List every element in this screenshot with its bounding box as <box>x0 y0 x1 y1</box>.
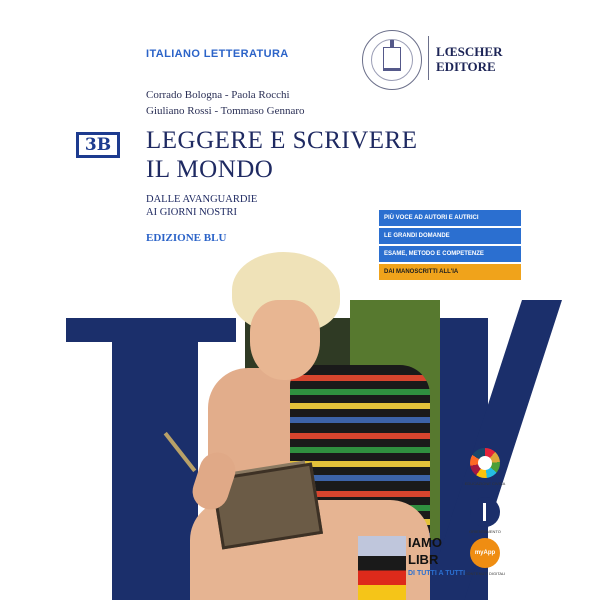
orientation-label: ORIENTAMENTO <box>469 529 501 534</box>
seal-tower <box>383 47 401 71</box>
subtitle-line-2: AI GIORNI NOSTRI <box>146 207 237 218</box>
flag-uk <box>358 536 406 556</box>
edition-label: EDIZIONE BLU <box>146 232 227 244</box>
feature-item: LE GRANDI DOMANDE <box>379 228 521 244</box>
book-title <box>146 126 418 184</box>
sdg-wheel-icon <box>470 448 500 478</box>
authors-line-1: Corrado Bologna - Paola Rocchi <box>146 89 290 101</box>
book-subtitle <box>146 193 257 219</box>
feature-item-highlight: DAI MANOSCRITTI ALL'IA <box>379 264 521 280</box>
volume-badge: 3B <box>76 132 120 158</box>
publisher-line-2: EDITORE <box>436 59 496 74</box>
title-line-2: IL MONDO <box>146 156 274 183</box>
language-banner-line-1: IAMO <box>408 535 442 550</box>
title-line-1: LEGGERE E SCRIVERE <box>146 127 418 154</box>
authors <box>146 87 305 119</box>
feature-item: PIÙ VOCE AD AUTORI E AUTRICI <box>379 210 521 226</box>
digital-brand: myApp <box>474 550 496 556</box>
publisher-name <box>436 44 502 74</box>
photo-face <box>250 300 320 380</box>
flag-de <box>358 556 406 600</box>
loescher-seal-icon <box>362 30 422 90</box>
language-banner-line-2: LIBR <box>408 552 439 567</box>
orientation-icon <box>470 497 500 527</box>
digital-label: CONTENUTI DIGITALI <box>464 571 506 576</box>
language-banner-line-3: DI TUTTI A TUTTI <box>408 570 466 577</box>
flags-icon <box>358 536 406 600</box>
sdg-label: EDUCAZIONE CIVICA <box>464 481 506 486</box>
series-label: ITALIANO LETTERATURA <box>146 48 289 60</box>
publisher-divider <box>428 36 429 80</box>
authors-line-2: Giuliano Rossi - Tommaso Gennaro <box>146 105 305 117</box>
publisher-line-1: LŒSCHER <box>436 44 503 59</box>
feature-list <box>379 210 521 282</box>
feature-item: ESAME, METODO E COMPETENZE <box>379 246 521 262</box>
subtitle-line-1: DALLE AVANGUARDIE <box>146 194 258 205</box>
